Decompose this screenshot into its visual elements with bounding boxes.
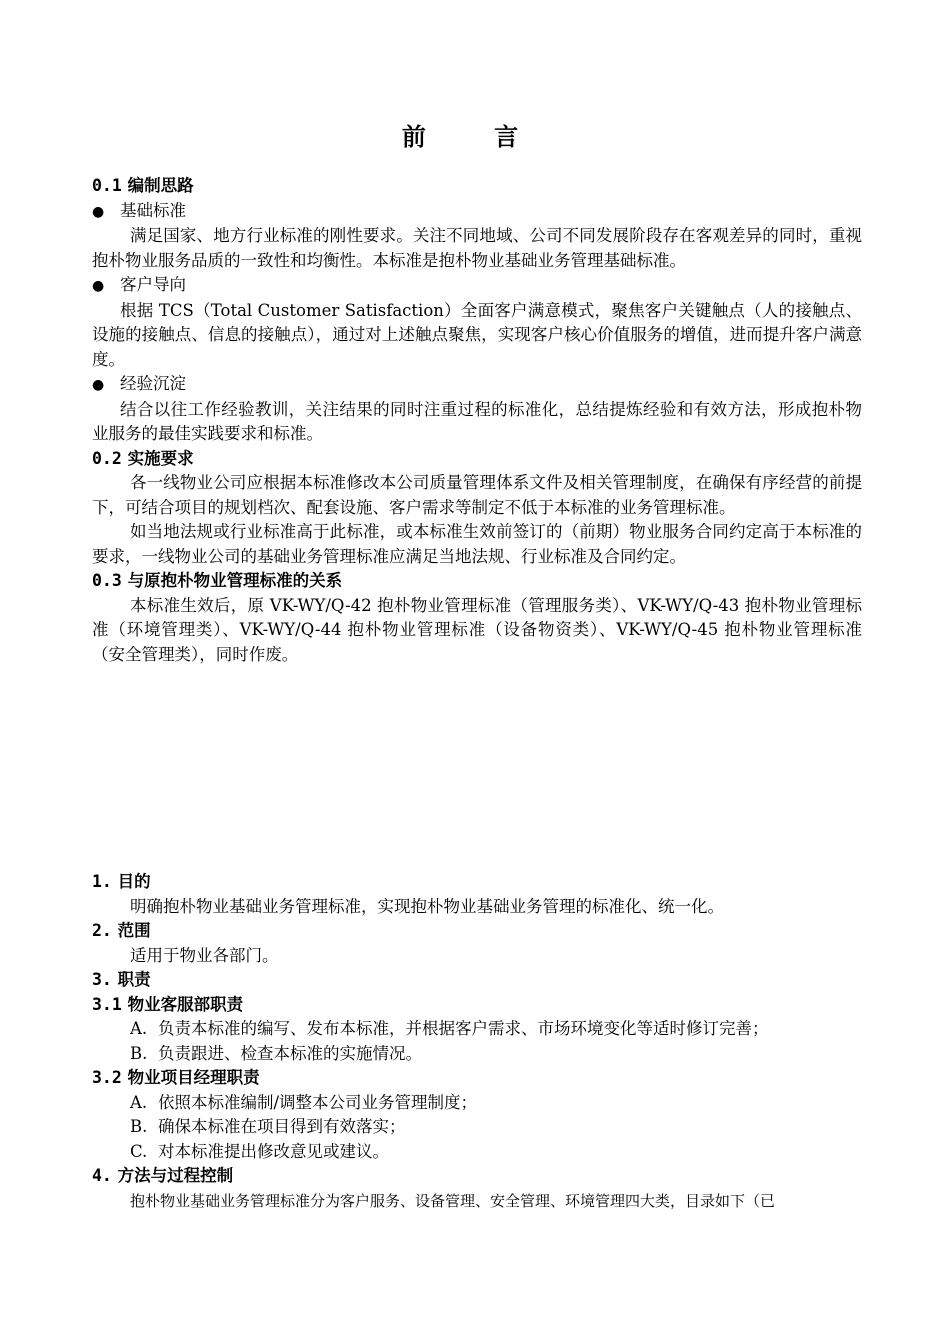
body-section [92,870,862,1213]
section-title: 物业项目经理职责 [127,1068,260,1087]
bullet-item [92,199,862,225]
list-item-text: 确保本标准在项目得到有效落实； [158,1117,406,1136]
paragraph: 适用于物业各部门。 [130,945,279,965]
section-heading-1 [92,870,862,895]
bullet-title: 经验沉淀 [120,374,186,393]
paragraph: 本标准生效后，原 VK-WY/Q-42 抱朴物业管理标准（管理服务类）、VK-WY/Q-43 抱朴物业管理标准（环境管理类）、VK-WY/Q-44 抱朴物业管理标准（设备物资类）、VK-WY/Q-45 抱朴物业管理标准（安全管理类），同时作废。 [92,595,862,664]
paragraph: 结合以往工作经验教训，关注结果的同时注重过程的标准化，总结提炼经验和有效方法，形成抱朴物业服务的最佳实践要求和标准。 [92,399,862,443]
section-heading-0-2 [92,447,862,472]
list-item [92,1091,862,1116]
list-marker: A. [130,1019,148,1038]
section-heading-4 [92,1164,862,1189]
section-number: 4. [92,1166,112,1185]
paragraph: 各一线物业公司应根据本标准修改本公司质量管理体系文件及相关管理制度，在确保有序经营的前提下，可结合项目的规划档次、配套设施、客户需求等制定不低于本标准的业务管理标准。 [92,473,862,517]
section-heading-3-2 [92,1066,862,1091]
bullet-icon: ● [92,278,105,294]
list-item-text: 依照本标准编制/调整本公司业务管理制度； [158,1092,478,1112]
section-number: 3. [92,970,112,989]
section-number: 0.1 [92,176,122,195]
list-marker: B. [130,1117,148,1136]
page-title: 前 言 [401,122,549,151]
section-title: 方法与过程控制 [117,1166,234,1185]
bullet-icon: ● [92,377,105,393]
section-title: 编制思路 [127,176,194,195]
list-item [92,1140,862,1165]
bullet-title: 基础标准 [120,200,186,220]
bullet-item [92,372,862,398]
section-title: 目的 [117,872,151,891]
bullet-icon: ● [92,203,105,220]
preface-section [92,174,862,667]
section-heading-3-1 [92,993,862,1018]
paragraph: 抱朴物业基础业务管理标准分为客户服务、设备管理、安全管理、环境管理四大类，目录如下（已 [130,1191,776,1210]
section-number: 3.2 [92,1068,122,1087]
paragraph: 根据 TCS（Total Customer Satisfaction）全面客户满意模式，聚焦客户关键触点（人的接触点、设施的接触点、信息的接触点），通过对上述触点聚焦，实现客户核心价值服务的增值，进而提升客户满意度。 [92,300,862,369]
paragraph: 明确抱朴物业基础业务管理标准，实现抱朴物业基础业务管理的标准化、统一化。 [130,896,724,916]
list-marker: B. [130,1043,148,1063]
section-heading-0-3 [92,569,862,594]
section-heading-0-1 [92,174,862,199]
section-title: 实施要求 [127,448,194,468]
list-marker: A. [130,1092,148,1112]
section-heading-2 [92,919,862,944]
section-title: 范围 [117,921,151,940]
list-item [92,1115,862,1140]
section-title: 与原抱朴物业管理标准的关系 [127,571,343,590]
section-title: 职责 [117,970,151,989]
bullet-item [92,273,862,299]
list-item-text: 负责跟进、检查本标准的实施情况。 [158,1043,422,1063]
bullet-title: 客户导向 [120,275,186,294]
section-heading-3 [92,968,862,993]
section-number: 0.3 [92,571,122,590]
section-number: 2. [92,921,112,940]
list-marker: C. [130,1141,148,1161]
list-item-text: 对本标准提出修改意见或建议。 [158,1141,389,1161]
paragraph: 满足国家、地方行业标准的刚性要求。关注不同地域、公司不同发展阶段存在客观差异的同时，重视抱朴物业服务品质的一致性和均衡性。本标准是抱朴物业基础业务管理基础标准。 [92,226,862,270]
section-number: 3.1 [92,994,122,1014]
list-item-text: 负责本标准的编写、发布本标准，并根据客户需求、市场环境变化等适时修订完善； [158,1019,769,1038]
section-number: 0.2 [92,448,122,468]
paragraph: 如当地法规或行业标准高于此标准，或本标准生效前签订的（前期）物业服务合同约定高于本标准的要求，一线物业公司的基础业务管理标准应满足当地法规、行业标准及合同约定。 [92,522,862,566]
list-item [92,1017,862,1042]
list-item [92,1042,862,1067]
section-number: 1. [92,872,112,891]
section-title: 物业客服部职责 [127,994,244,1014]
